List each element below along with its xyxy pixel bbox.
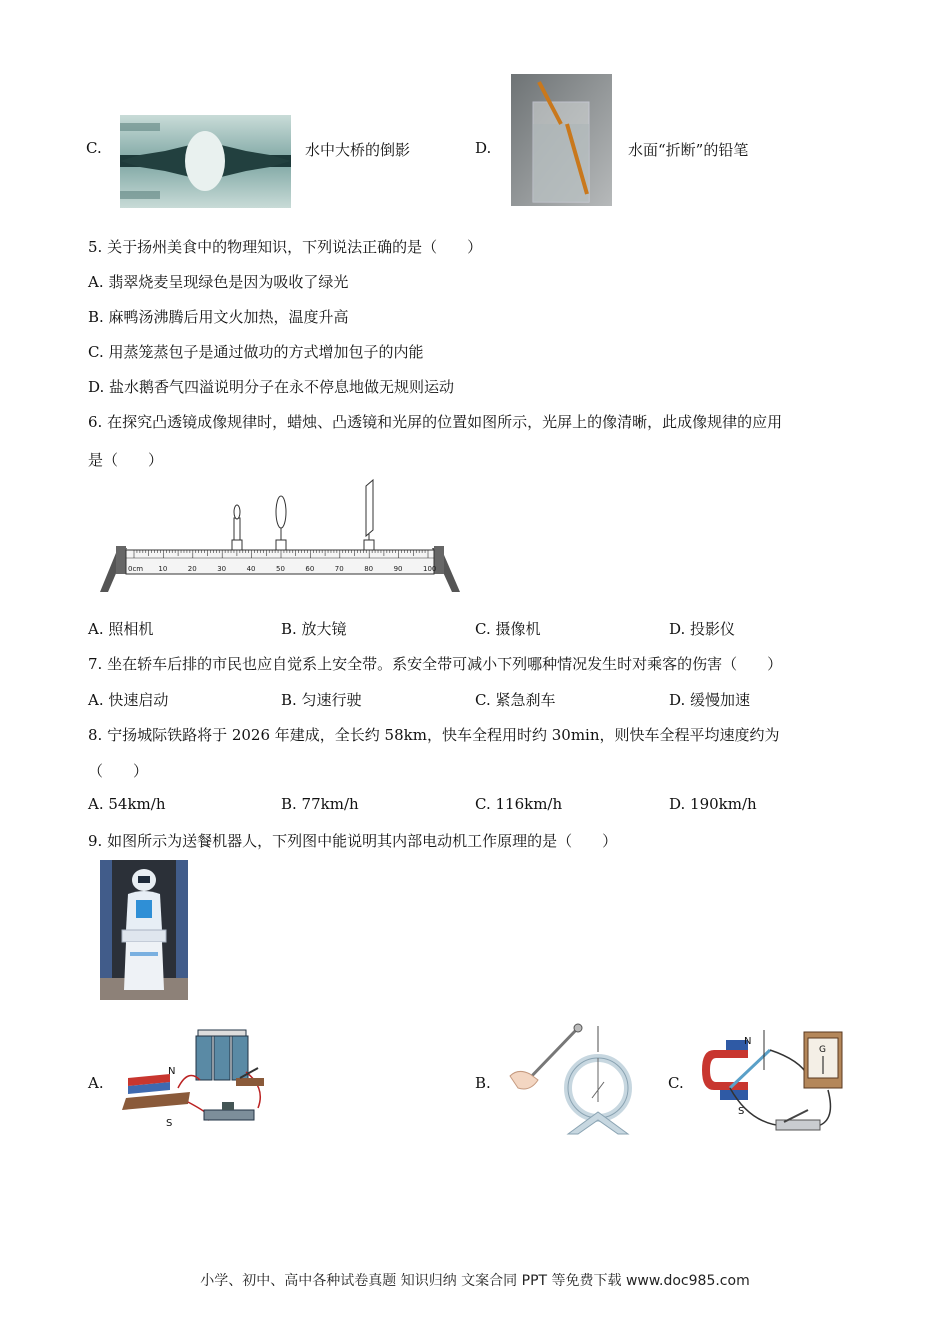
question-7-option-b: B. 匀速行驶 — [281, 691, 362, 709]
ruler-tick-label: 40 — [246, 565, 256, 573]
ruler-tick-label: 10 — [158, 565, 168, 573]
electroscope-ring-apparatus-b — [508, 1022, 642, 1137]
electromagnetic-induction-apparatus-a — [118, 1028, 273, 1135]
delivery-robot-photo — [100, 860, 188, 1000]
optical-bench-diagram — [100, 478, 462, 596]
magnet-n-label: N — [168, 1066, 176, 1077]
magnet-n-label-c: N — [744, 1036, 752, 1047]
galvanometer-induction-apparatus-c — [700, 1030, 845, 1136]
question-9-option-b: B. — [475, 1074, 491, 1092]
question-9-option-c: C. — [668, 1074, 684, 1092]
convex-lens-icon — [276, 496, 286, 550]
option-d-caption: 水面“折断”的铅笔 — [628, 141, 749, 159]
magnet-s-label: S — [166, 1118, 173, 1129]
ruler-tick-label: 20 — [187, 565, 197, 573]
question-9-option-a: A. — [88, 1074, 104, 1092]
option-c-caption: 水中大桥的倒影 — [305, 141, 411, 159]
galvanometer-label: G — [819, 1045, 826, 1055]
question-8-stem-line1: 8. 宁扬城际铁路将于 2026 年建成，全长约 58km，快车全程用时约 30min，则快车全程平均速度约为 — [88, 726, 780, 744]
option-letter-c: C. — [86, 139, 102, 157]
question-9-stem: 9. 如图所示为送餐机器人，下列图中能说明其内部电动机工作原理的是（ ） — [88, 832, 618, 850]
question-6-stem-line2: 是（ ） — [88, 451, 164, 469]
bent-pencil-in-water-image — [511, 74, 612, 206]
question-7-option-c: C. 紧急刹车 — [475, 691, 556, 709]
question-7-option-a: A. 快速启动 — [88, 691, 169, 709]
question-5-stem: 5. 关于扬州美食中的物理知识，下列说法正确的是（ ） — [88, 238, 483, 256]
question-8-stem-line2: （ ） — [88, 762, 149, 780]
question-6-stem-line1: 6. 在探究凸透镜成像规律时，蜡烛、凸透镜和光屏的位置如图所示，光屏上的像清晰，此成像规律的应用 — [88, 413, 783, 431]
question-8-option-d: D. 190km/h — [669, 795, 757, 813]
question-8-option-c: C. 116km/h — [475, 795, 563, 813]
magnet-s-label-c: S — [738, 1106, 745, 1117]
option-letter-d: D. — [475, 139, 492, 157]
ruler-tick-label: 50 — [276, 565, 285, 573]
question-6-option-b: B. 放大镜 — [281, 620, 347, 638]
ruler-tick-label: 100 — [423, 565, 437, 573]
candle-icon — [232, 505, 242, 550]
question-8-option-b: B. 77km/h — [281, 795, 359, 813]
ruler-tick-label: 30 — [217, 565, 227, 573]
question-7-stem: 7. 坐在轿车后排的市民也应自觉系上安全带。系安全带可减小下列哪种情况发生时对乘客的伤害（ ） — [88, 655, 783, 673]
ruler-unit-label: 0cm — [128, 565, 144, 573]
question-5-option-b: B. 麻鸭汤沸腾后用文火加热，温度升高 — [88, 308, 349, 326]
ruler-tick-label: 80 — [364, 565, 374, 573]
question-7-option-d: D. 缓慢加速 — [669, 691, 751, 709]
question-5-option-c: C. 用蒸笼蒸包子是通过做功的方式增加包子的内能 — [88, 343, 424, 361]
question-6-option-d: D. 投影仪 — [669, 620, 736, 638]
ruler-tick-label: 60 — [305, 565, 315, 573]
ruler-tick-label: 90 — [393, 565, 403, 573]
question-6-option-a: A. 照相机 — [88, 620, 154, 638]
bridge-reflection-image — [120, 115, 291, 208]
question-5-option-a: A. 翡翠烧麦呈现绿色是因为吸收了绿光 — [88, 273, 349, 291]
ruler-tick-label: 70 — [334, 565, 344, 573]
light-screen-icon — [364, 480, 374, 550]
page-footer: 小学、初中、高中各种试卷真题 知识归纳 文案合同 PPT 等免费下载 www.doc985.com — [200, 1273, 750, 1289]
question-8-option-a: A. 54km/h — [88, 795, 166, 813]
question-6-option-c: C. 摄像机 — [475, 620, 541, 638]
question-5-option-d: D. 盐水鹅香气四溢说明分子在永不停息地做无规则运动 — [88, 378, 455, 396]
